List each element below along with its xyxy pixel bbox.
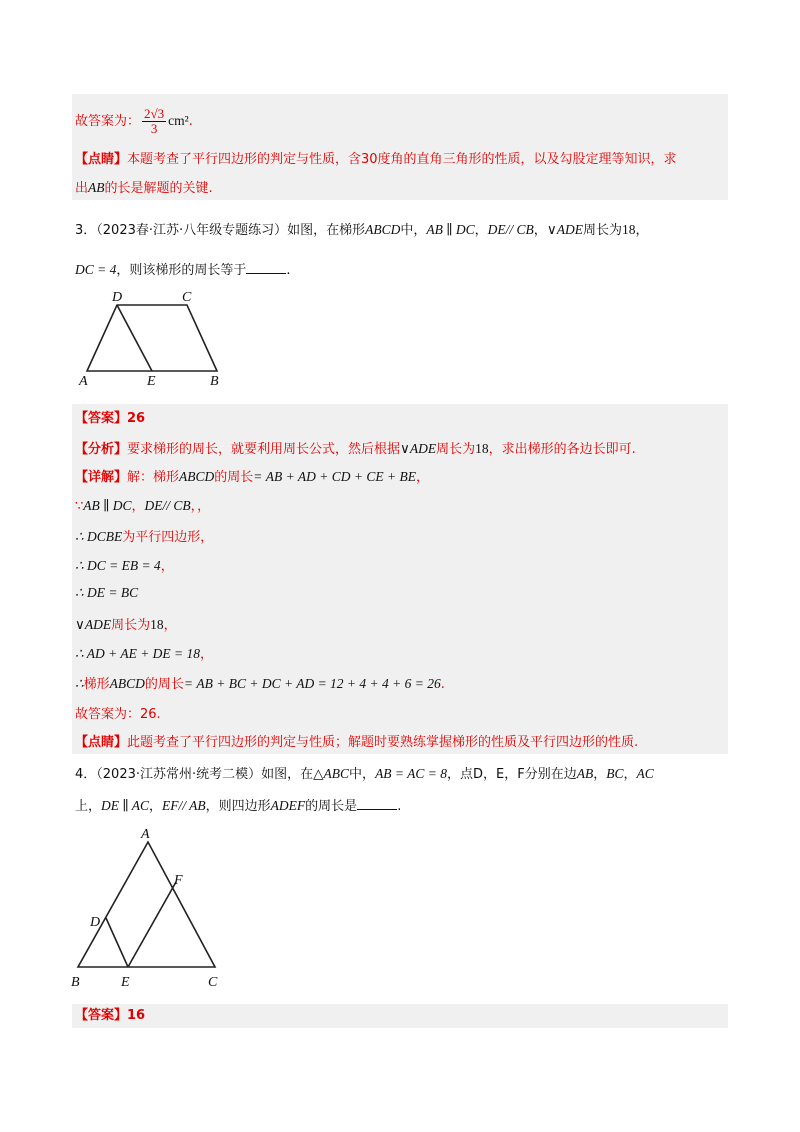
q3-detail: 【详解】解：梯形ABCD的周长= AB + AD + CD + CE + BE， [75,469,429,485]
q3-step-4: ∴ DE = BC [75,585,139,600]
q3-step-5: ∨ADE周长为18， [75,617,177,633]
label-a: A [79,374,88,389]
q4-answer: 【答案】16 [75,1008,146,1023]
segment-de [106,918,128,967]
answer-blank [246,260,286,274]
label-d: D [90,915,101,930]
fraction: $\frac{2√3}{3}$ [144,106,165,136]
label-f: F [174,873,183,888]
q3-stem-line2: DC = 4，则该梯形的周长等于 . [75,262,291,278]
q3-step-6: ∴ AD + AE + DE = 18， [75,646,214,662]
label-d: D [112,290,123,305]
answer-blank [357,796,397,810]
q3-final: 故答案为：26. [75,707,161,722]
q3-step-2: ∴ DCBE为平行四边形， [75,529,214,545]
label-b: B [71,975,80,990]
q4-stem-line2: 上，DE ∥ AC，EF// AB，则四边形ADEF的周长是 . [75,798,402,814]
prev-comment-line2: 出AB的长是解题的关键. [75,180,213,196]
label-b: B [210,374,219,389]
trapezoid-abcd [87,305,217,371]
label-a: A [141,827,150,842]
prev-comment-line1: 【点睛】本题考查了平行四边形的判定与性质，含30度角的直角三角形的性质，以及勾股定理等知识，求 [75,152,677,167]
q4-stem-line1: 4．（2023·江苏常州·统考二模）如图，在△ABC中，AB = AC = 8，点D，E，F分别在边AB，BC，AC [75,766,654,782]
q3-step-3: ∴ DC = EB = 4， [75,558,174,574]
segment-ef [128,882,176,967]
label-e: E [121,975,130,990]
q3-comment: 【点睛】此题考查了平行四边形的判定与性质；解题时要熟练掌握梯形的性质及平行四边形的性质. [75,735,639,750]
q3-step-1: ∵AB ∥ DC，DE// CB，， [75,498,211,514]
q4-triangle-figure [68,820,238,995]
label-c: C [208,975,218,990]
prev-final-answer: 故答案为： $\frac{2√3}{3}$ cm². [75,106,193,136]
q3-answer: 【答案】26 [75,411,146,426]
label-e: E [147,374,156,389]
label-c: C [182,290,192,305]
triangle-abc [78,842,215,967]
q3-trapezoid-figure [70,285,240,390]
q3-analysis: 【分析】要求梯形的周长，就要利用周长公式，然后根据∨ADE周长为18，求出梯形的各边长即可. [75,441,636,457]
segment-de [117,305,152,371]
q4-answer-block [72,1004,728,1028]
q3-stem-line1: 3．（2023春·江苏·八年级专题练习）如图，在梯形ABCD中，AB ∥ DC，DE// CB，∨ADE周长为18， [75,222,649,238]
q3-step-7: ∴梯形ABCD的周长= AB + BC + DC + AD = 12 + 4 + 4 + 6 = 26. [75,676,445,692]
